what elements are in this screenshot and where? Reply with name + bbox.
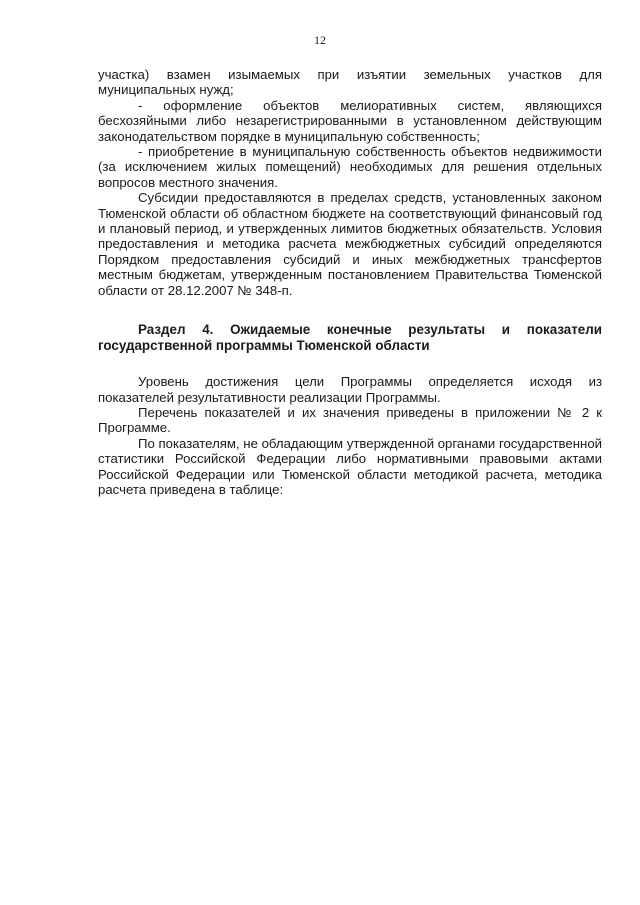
page-number: 12 [314, 33, 326, 47]
spacer [98, 354, 602, 374]
paragraph: По показателям, не обладающим утвержденной органами государственной статистики Российской Федерации либо нормативными правовыми актами Российской Федерации или Тюменской области методикой расчета, методика расчета приведена в таблице: [98, 435, 603, 497]
paragraph: Субсидии предоставляются в пределах средств, установленных законом Тюменской области об областном бюджете на соответствующий финансовый год и плановый период, и утвержденных лимитов бюджетных обязательств. Условия предоставления и методика расчета межбюджетных субсидий определяются Порядком предоставления субсидий и иных межбюджетных трансфертов местным бюджетам, утвержденным постановлением Правительства Тюменской области от 28.12.2007 № 348-п. [98, 190, 602, 298]
paragraph: Уровень достижения цели Программы определяется исходя из показателей результативности реализации Программы. [98, 374, 602, 405]
document-body [98, 67, 602, 497]
paragraph: Перечень показателей и их значения приведены в приложении № 2 к Программе. [98, 404, 602, 436]
paragraph: - приобретение в муниципальную собственность объектов недвижимости (за исключением жилых помещений) необходимых для решения отдельных вопросов местного значения. [98, 144, 602, 190]
paragraph: - оформление объектов мелиоративных систем, являющихся бесхозяйными либо незарегистрированными в установленном действующим законодательством порядке в муниципальную собственность; [98, 97, 602, 144]
section-title: Раздел 4. Ожидаемые конечные результаты и показатели государственной программы Тюменской области [98, 322, 602, 354]
paragraph: участка) взамен изымаемых при изъятии земельных участков для муниципальных нужд; [98, 67, 602, 98]
